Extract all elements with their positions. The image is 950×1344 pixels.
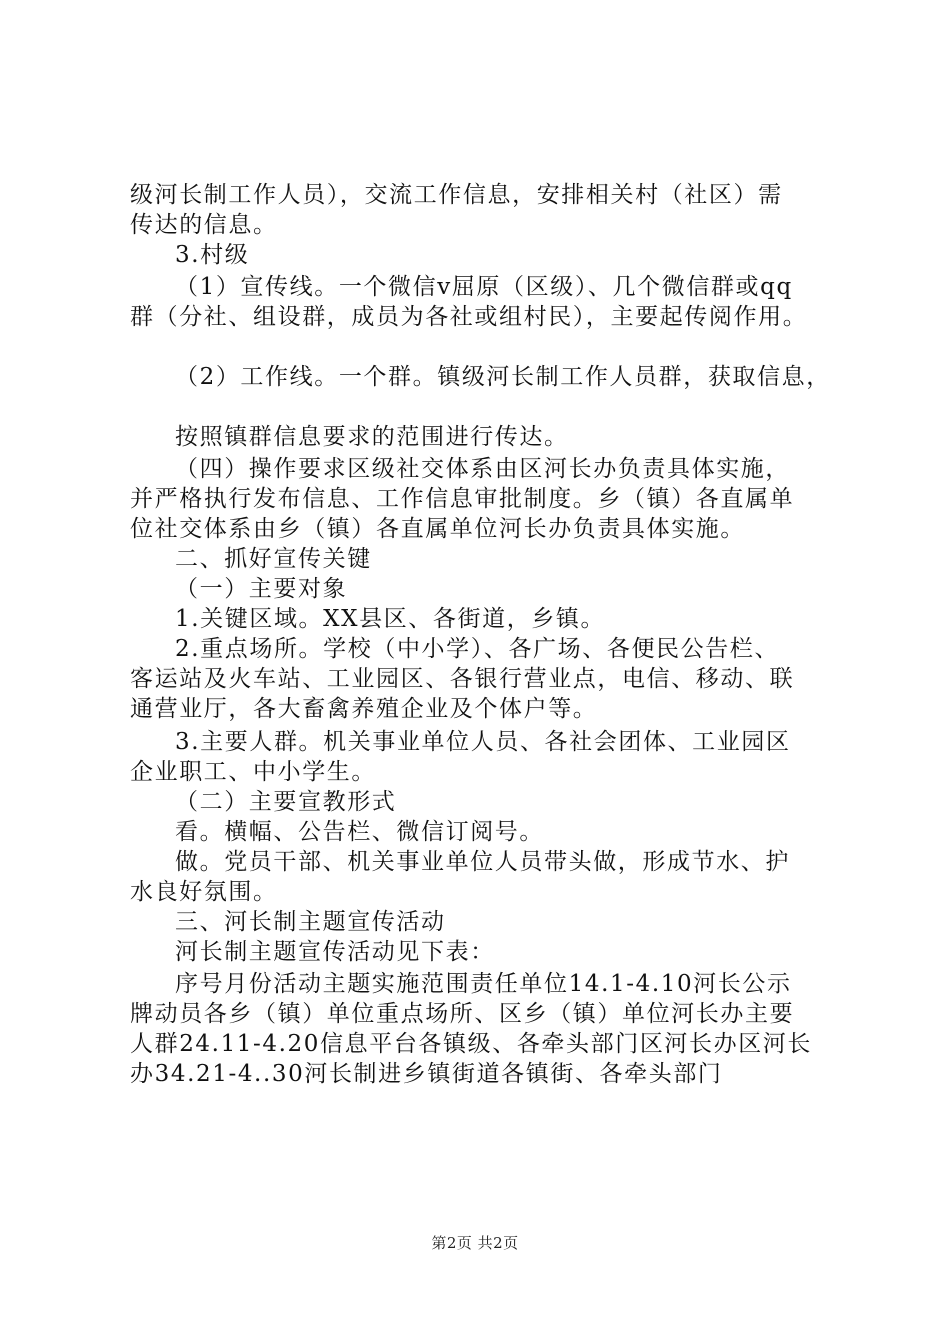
page-footer: 第2页 共2页 — [431, 1234, 519, 1252]
text-line: 按照镇群信息要求的范围进行传达。 — [175, 424, 569, 450]
text-line: 群（分社、组设群，成员为各社或组村民），主要起传阅作用。 — [130, 304, 808, 330]
text-line: 水良好氛围。 — [130, 879, 278, 905]
text-line: 办34.21-4..30河长制进乡镇街道各镇街、各牵头部门 — [130, 1061, 723, 1087]
subsection-heading: （一）主要对象 — [175, 576, 348, 602]
text-line: 牌动员各乡（镇）单位重点场所、区乡（镇）单位河长办主要 — [130, 1001, 795, 1027]
text-line: 看。横幅、公告栏、微信订阅号。 — [175, 819, 544, 845]
text-line: 河长制主题宣传活动见下表： — [175, 939, 495, 965]
text-line: 2.重点场所。学校（中小学）、各广场、各便民公告栏、 — [175, 636, 780, 662]
text-line: 级河长制工作人员），交流工作信息，安排相关村（社区）需 — [130, 182, 783, 208]
text-line: 3.主要人群。机关事业单位人员、各社会团体、工业园区 — [175, 729, 791, 755]
text-line: 3.村级 — [175, 242, 250, 268]
text-line: （1）宣传线。一个微信v屈原（区级）、几个微信群或qq — [175, 274, 793, 300]
text-line: 客运站及火车站、工业园区、各银行营业点，电信、移动、联 — [130, 666, 795, 692]
text-line: 通营业厅，各大畜禽养殖企业及个体户等。 — [130, 696, 598, 722]
text-line: 传达的信息。 — [130, 212, 278, 238]
section-heading: 三、河长制主题宣传活动 — [175, 909, 446, 935]
text-line: 序号月份活动主题实施范围责任单位14.1-4.10河长公示 — [175, 971, 792, 997]
text-line: 1.关键区域。XX县区、各街道，乡镇。 — [175, 606, 606, 632]
text-line: 企业职工、中小学生。 — [130, 759, 376, 785]
text-line: （四）操作要求区级社交体系由区河长办负责具体实施， — [175, 456, 790, 482]
section-heading: 二、抓好宣传关键 — [175, 546, 372, 572]
text-line: 做。党员干部、机关事业单位人员带头做，形成节水、护 — [175, 849, 790, 875]
text-line: （2）工作线。一个群。镇级河长制工作人员群，获取信息， — [175, 364, 831, 390]
text-line: 并严格执行发布信息、工作信息审批制度。乡（镇）各直属单 — [130, 486, 795, 512]
text-line: 位社交体系由乡（镇）各直属单位河长办负责具体实施。 — [130, 516, 745, 542]
text-line: 人群24.11-4.20信息平台各镇级、各牵头部门区河长办区河长 — [130, 1031, 813, 1057]
subsection-heading: （二）主要宣教形式 — [175, 789, 397, 815]
